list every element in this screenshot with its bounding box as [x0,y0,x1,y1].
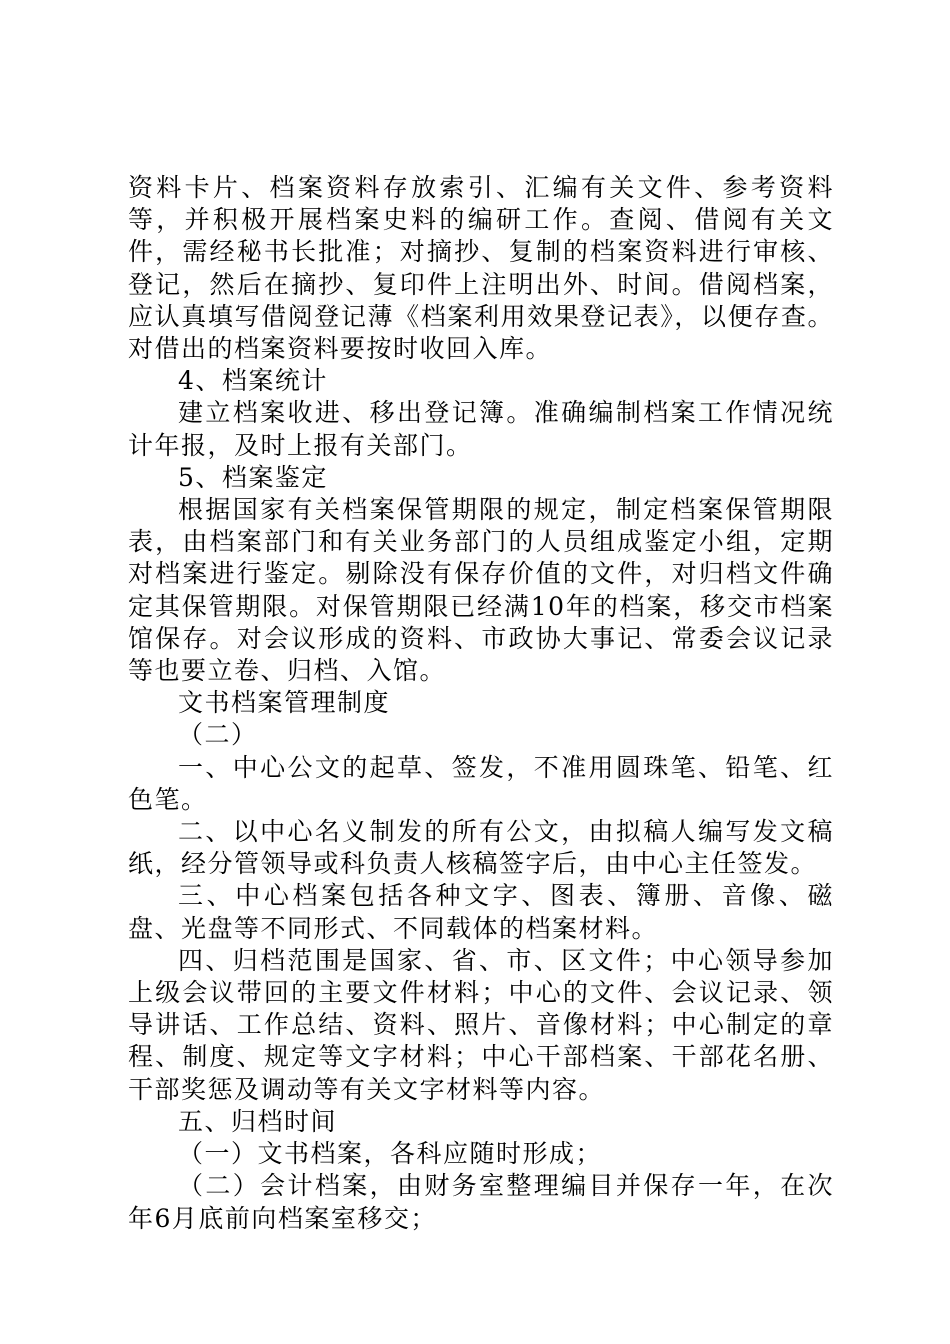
rule-item-4: 四、归档范围是国家、省、市、区文件；中心领导参加上级会议带回的主要文件材料；中心的文件、会议记录、领导讲话、工作总结、资料、照片、音像材料；中心制定的章程、制度、规定等文字材料；中心干部档案、干部花名册、干部奖惩及调动等有关文字材料等内容。 [128,945,834,1104]
paragraph-archive-statistics: 建立档案收进、移出登记簿。准确编制档案工作情况统计年报，及时上报有关部门。 [128,398,834,460]
rule-item-1: 一、中心公文的起草、签发，不准用圆珠笔、铅笔、红色笔。 [128,752,834,814]
heading-archive-statistics: 4、档案统计 [178,366,328,396]
rule-item-5-sub-1: （一）文书档案，各科应随时形成； [178,1139,603,1169]
paragraph-archive-usage: 资料卡片、档案资料存放索引、汇编有关文件、参考资料等，并积极开展档案史料的编研工作。查阅、借阅有关文件，需经秘书长批准；对摘抄、复制的档案资料进行审核、登记，然后在摘抄、复印件上注明出外、时间。借阅档案，应认真填写借阅登记薄《档案利用效果登记表》，以便存查。对借出的档案资料要按时收回入库。 [128,173,834,364]
rule-item-3: 三、中心档案包括各种文字、图表、簿册、音像、磁盘、光盘等不同形式、不同载体的档案材料。 [128,881,834,943]
section-number: （二） [178,720,258,750]
rule-item-2: 二、以中心名义制发的所有公文，由拟稿人编写发文稿纸，经分管领导或科负责人核稿签字后，由中心主任签发。 [128,817,834,879]
heading-archive-appraisal: 5、档案鉴定 [178,462,328,492]
rule-item-5-sub-2: （二）会计档案，由财务室整理编目并保存一年，在次年6月底前向档案室移交； [128,1171,834,1233]
section-title: 文书档案管理制度 [178,688,391,718]
rule-item-5-heading: 五、归档时间 [178,1106,338,1136]
document-body [128,172,834,1235]
paragraph-archive-appraisal: 根据国家有关档案保管期限的规定，制定档案保管期限表，由档案部门和有关业务部门的人员组成鉴定小组，定期对档案进行鉴定。剔除没有保存价值的文件，对归档文件确定其保管期限。对保管期限已经满10年的档案，移交市档案馆保存。对会议形成的资料、市政协大事记、常委会议记录等也要立卷、归档、入馆。 [128,495,834,686]
